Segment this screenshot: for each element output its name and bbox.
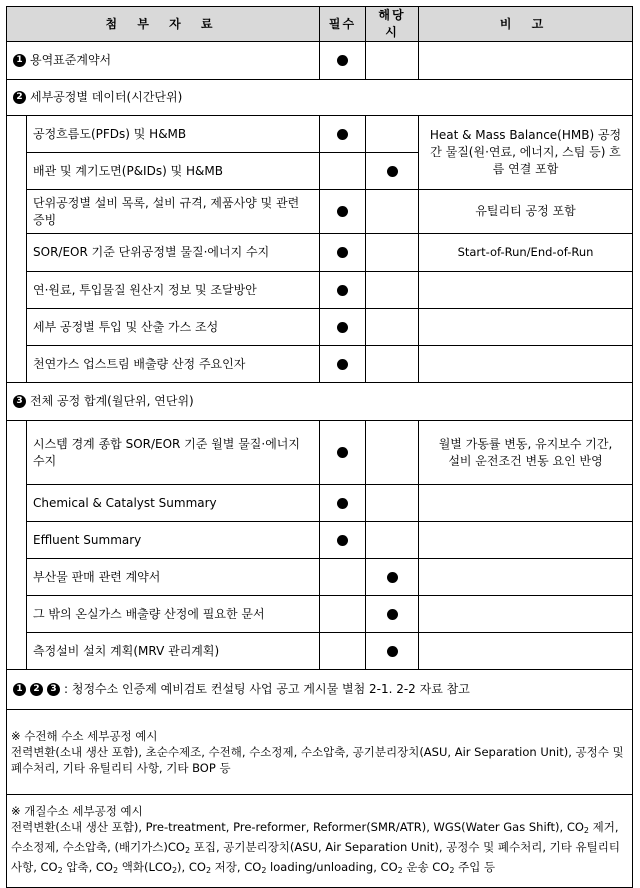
remark-cell — [419, 42, 633, 80]
number-1-icon: 1 — [13, 54, 26, 67]
note-cell — [7, 710, 633, 795]
applicable-cell — [366, 153, 419, 190]
note-cell — [7, 795, 633, 888]
note-row-electrolysis — [7, 710, 633, 795]
applicable-cell — [366, 485, 419, 522]
filled-dot-icon — [337, 129, 348, 140]
item-label: Effluent Summary — [27, 522, 320, 559]
note-text: 포집, 공기분리장치(ASU, Air Separation Unit), 공정수 및 폐수처리, 기타 유틸리티 사항, CO — [11, 840, 620, 874]
table-row — [7, 522, 633, 559]
item-label: 시스템 경계 종합 SOR/EOR 기준 월별 물질·에너지 수지 — [27, 421, 320, 485]
applicable-cell — [366, 596, 419, 633]
table-row — [7, 485, 633, 522]
required-cell — [320, 153, 366, 190]
applicable-cell — [366, 272, 419, 309]
note-text: 압축, CO — [62, 860, 113, 874]
required-cell — [320, 234, 366, 272]
table-row — [7, 116, 633, 153]
required-cell — [320, 559, 366, 596]
remark-cell — [419, 522, 633, 559]
table-row — [7, 272, 633, 309]
filled-dot-icon — [337, 55, 348, 66]
item-label: 연·원료, 투입물질 원산지 정보 및 조달방안 — [27, 272, 320, 309]
note-text: 저장, CO — [211, 860, 262, 874]
applicable-cell — [366, 633, 419, 670]
filled-dot-icon — [387, 646, 398, 657]
remark-cell — [419, 596, 633, 633]
item-label: Chemical & Catalyst Summary — [27, 485, 320, 522]
number-3-icon: 3 — [13, 395, 26, 408]
filled-dot-icon — [337, 535, 348, 546]
applicable-cell — [366, 116, 419, 153]
applicable-cell — [366, 559, 419, 596]
subscript: 2 — [205, 866, 212, 875]
subscript: 2 — [583, 826, 589, 835]
section-label: 용역표준계약서 — [30, 53, 112, 67]
required-cell — [320, 190, 366, 234]
section-label: 세부공정별 데이터(시간단위) — [30, 90, 183, 104]
section-row-process-data — [7, 80, 633, 116]
remark-monthly: 월별 가동률 변동, 유지보수 기간, 설비 운전조건 변동 요인 반영 — [419, 421, 633, 485]
table-row — [7, 346, 633, 383]
section-label-cell — [7, 80, 633, 116]
required-cell — [320, 116, 366, 153]
remark-cell — [419, 485, 633, 522]
footnote-cell — [7, 670, 633, 710]
note-text: ), CO — [177, 860, 206, 874]
item-label: 그 밖의 온실가스 배출량 산정에 필요한 문서 — [27, 596, 320, 633]
item-label: 공정흐름도(PFDs) 및 H&MB — [27, 116, 320, 153]
item-label: 배관 및 계기도면(P&IDs) 및 H&MB — [27, 153, 320, 190]
remark-sor: Start-of-Run/End-of-Run — [419, 234, 633, 272]
item-label: 세부 공정별 투입 및 산출 가스 조성 — [27, 309, 320, 346]
note-body: 전력변환(소내 생산 포함), 초순수제조, 수전해, 수소정제, 수소압축, 공기분리장치(ASU, Air Separation Unit), 공정수 및 폐수처리, 기타 유틸리티 사항, 기타 BOP 등 — [11, 745, 624, 775]
applicable-cell — [366, 421, 419, 485]
item-label: 부산물 판매 관련 계약서 — [27, 559, 320, 596]
applicable-cell — [366, 190, 419, 234]
header-applicable: 해당시 — [366, 7, 419, 42]
item-label: SOR/EOR 기준 단위공정별 물질·에너지 수지 — [27, 234, 320, 272]
subscript: 2 — [184, 846, 191, 855]
header-required: 필수 — [320, 7, 366, 42]
filled-dot-icon — [337, 447, 348, 458]
section-label-cell — [7, 383, 633, 421]
filled-dot-icon — [387, 572, 398, 583]
footnote-row — [7, 670, 633, 710]
required-cell — [320, 42, 366, 80]
remark-cell — [419, 633, 633, 670]
table-row — [7, 190, 633, 234]
required-cell — [320, 522, 366, 559]
required-cell — [320, 485, 366, 522]
remark-cell — [419, 346, 633, 383]
required-cell — [320, 346, 366, 383]
note-text: 주입 등 — [454, 860, 496, 874]
subscript: 2 — [449, 866, 455, 875]
subscript: 2 — [171, 866, 178, 875]
filled-dot-icon — [337, 359, 348, 370]
subscript: 2 — [397, 866, 403, 875]
number-3-icon: 3 — [47, 683, 60, 696]
note-text: 제거, 수소정제, 수소압축, (배기가스)CO — [11, 820, 619, 854]
section-label-cell — [7, 42, 320, 80]
table-row — [7, 421, 633, 485]
item-label: 단위공정별 설비 목록, 설비 규격, 제품사양 및 관련 증빙 — [27, 190, 320, 234]
table-row — [7, 633, 633, 670]
required-cell — [320, 309, 366, 346]
header-remark: 비 고 — [419, 7, 633, 42]
applicable-cell — [366, 42, 419, 80]
remark-cell — [419, 309, 633, 346]
item-label: 천연가스 업스트림 배출량 산정 주요인자 — [27, 346, 320, 383]
filled-dot-icon — [337, 498, 348, 509]
section-row-total — [7, 383, 633, 421]
filled-dot-icon — [337, 247, 348, 258]
note-title: ※ 개질수소 세부공정 예시 — [11, 804, 143, 818]
note-row-reforming — [7, 795, 633, 888]
note-text: 액화(LCO — [118, 860, 172, 874]
note-body — [11, 819, 628, 879]
remark-hmb: Heat & Mass Balance(HMB) 공정간 물질(원·연료, 에너지, 스팀 등) 흐름 연결 포함 — [419, 116, 633, 190]
applicable-cell — [366, 234, 419, 272]
number-2-icon: 2 — [30, 683, 43, 696]
note-text: 전력변환(소내 생산 포함), Pre-treatment, Pre-reformer, Reformer(SMR/ATR), WGS(Water Gas Shift), CO — [11, 820, 584, 834]
filled-dot-icon — [387, 166, 398, 177]
remark-cell — [419, 559, 633, 596]
subscript: 2 — [57, 866, 63, 875]
header-doc: 첨 부 자 료 — [7, 7, 320, 42]
section-row-contract — [7, 42, 633, 80]
remark-utility: 유틸리티 공정 포함 — [419, 190, 633, 234]
required-cell — [320, 421, 366, 485]
note-text: loading/unloading, CO — [266, 860, 398, 874]
subscript: 2 — [261, 866, 267, 875]
table-header-row — [7, 7, 633, 42]
required-cell — [320, 633, 366, 670]
required-cell — [320, 272, 366, 309]
note-title: ※ 수전해 수소 세부공정 예시 — [11, 729, 158, 743]
filled-dot-icon — [337, 322, 348, 333]
indent-cell — [7, 116, 27, 383]
subscript: 2 — [113, 866, 119, 875]
section-label: 전체 공정 합계(월단위, 연단위) — [30, 394, 194, 408]
item-label: 측정설비 설치 계획(MRV 관리계획) — [27, 633, 320, 670]
filled-dot-icon — [337, 206, 348, 217]
applicable-cell — [366, 309, 419, 346]
remark-cell — [419, 272, 633, 309]
indent-cell — [7, 421, 27, 670]
table-row — [7, 559, 633, 596]
table-row — [7, 234, 633, 272]
table-row — [7, 596, 633, 633]
applicable-cell — [366, 346, 419, 383]
number-2-icon: 2 — [13, 91, 26, 104]
filled-dot-icon — [387, 609, 398, 620]
required-cell — [320, 596, 366, 633]
applicable-cell — [366, 522, 419, 559]
note-text: 운송 CO — [402, 860, 450, 874]
footnote-text: : 청정수소 인증제 예비검토 컨설팅 사업 공고 게시물 별첨 2-1. 2-2 자료 참고 — [64, 682, 470, 696]
attachment-table — [6, 6, 633, 888]
number-1-icon: 1 — [13, 683, 26, 696]
table-row — [7, 309, 633, 346]
filled-dot-icon — [337, 285, 348, 296]
attachment-document — [6, 6, 632, 888]
